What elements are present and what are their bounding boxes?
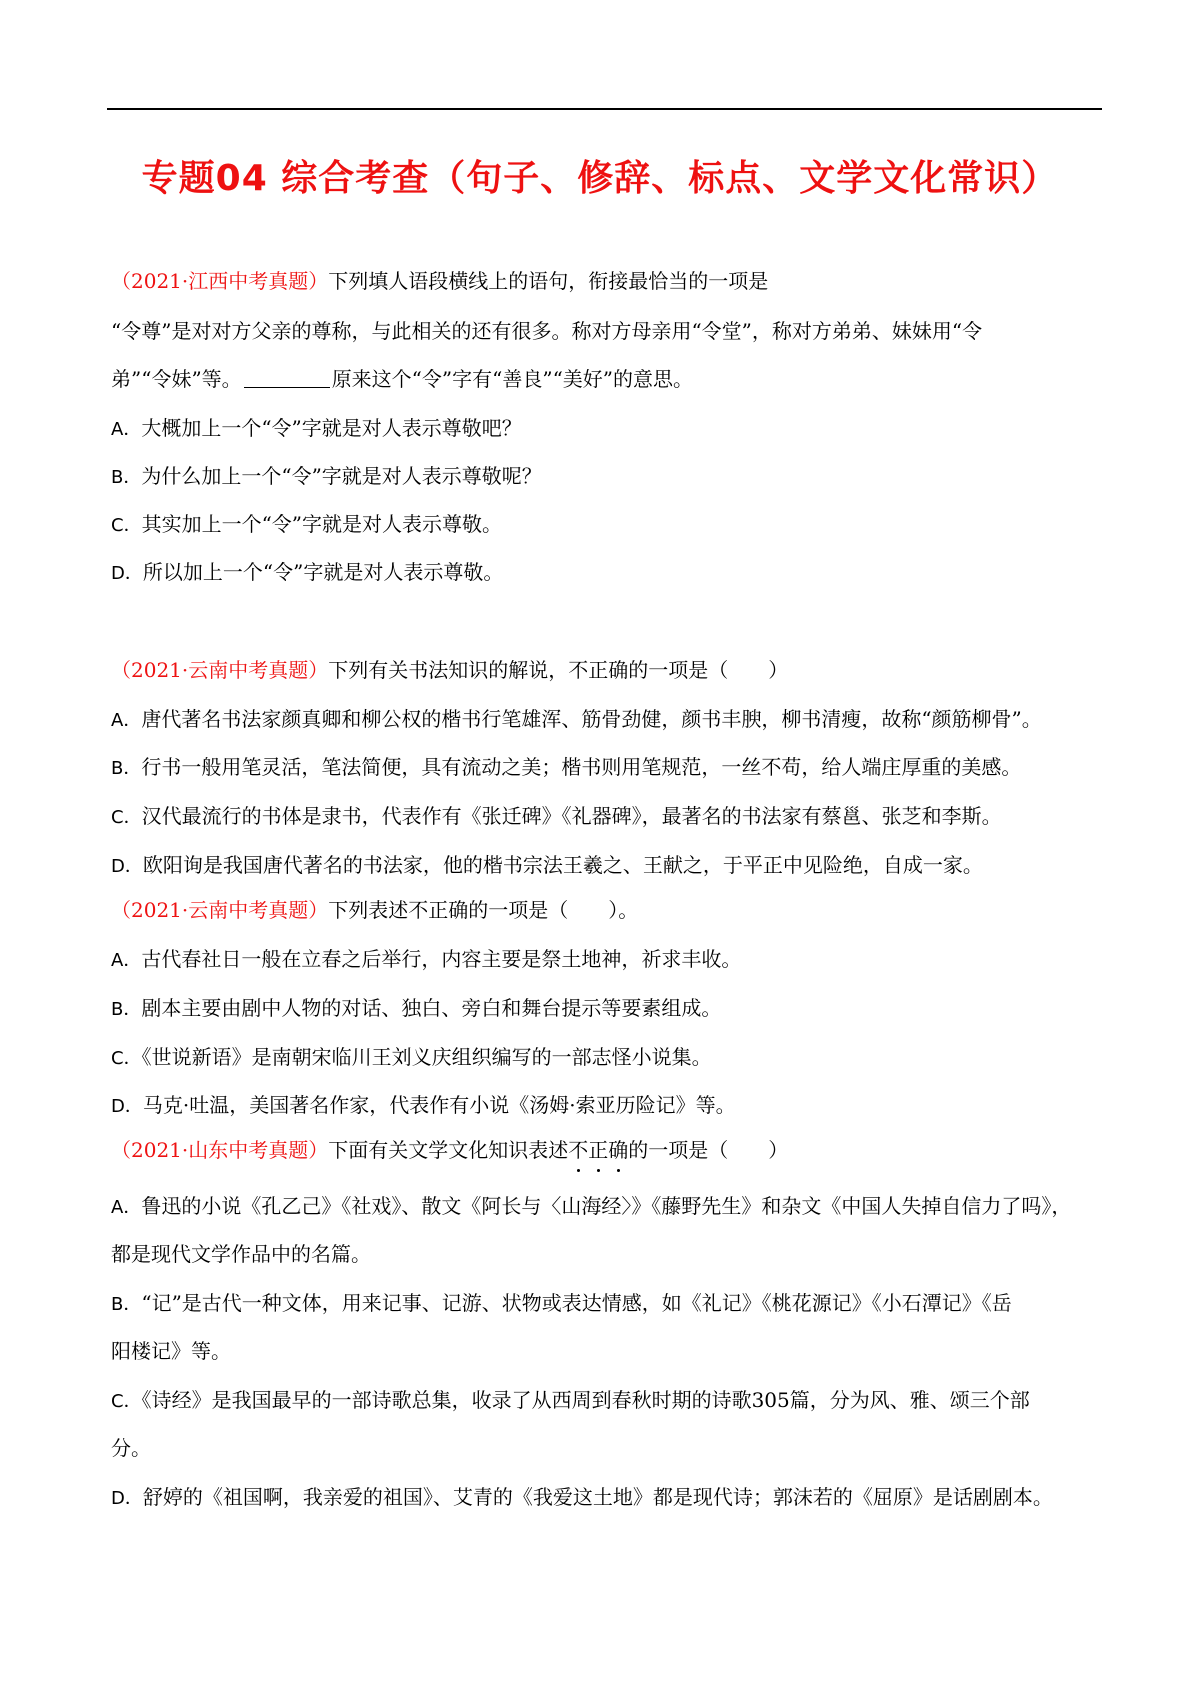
option-label: C． <box>111 807 142 828</box>
q1-passage-line2 <box>111 365 1111 393</box>
q4-option-b <box>111 1289 1111 1319</box>
emphasis-char: 确 <box>608 1138 629 1162</box>
option-label: A． <box>111 419 142 440</box>
option-label: B． <box>111 758 142 779</box>
page-title: 专题04 综合考查（句子、修辞、标点、文学文化常识） <box>141 158 1059 199</box>
option-label: C． <box>111 515 142 536</box>
emphasis-char: 正 <box>588 1138 609 1162</box>
q3-header <box>111 896 1111 924</box>
q4-stem-part: 下面有关文学文化知识表述 <box>328 1138 569 1162</box>
option-label: C． <box>111 1391 142 1412</box>
q2-header <box>111 656 1111 684</box>
option-text: 马克·吐温，美国著名作家，代表作有小说《汤姆·索亚历险记》等。 <box>142 1093 736 1117</box>
q2-option-d <box>111 851 1111 881</box>
option-text: 其实加上一个“令”字就是对人表示尊敬。 <box>141 512 503 536</box>
q1-option-b <box>111 462 1111 492</box>
option-text: 剧本主要由剧中人物的对话、独白、旁白和舞台提示等要素组成。 <box>141 996 722 1020</box>
q4-source: （2021·山东中考真题） <box>111 1138 329 1162</box>
q1-stem: 下列填人语段横线上的语句，衔接最恰当的一项是 <box>328 269 769 293</box>
option-label: A． <box>111 1197 142 1218</box>
option-label: B． <box>111 1294 142 1315</box>
q3-stem: 下列表述不正确的一项是（ ）。 <box>328 898 639 922</box>
q2-option-a <box>111 705 1111 735</box>
q4-option-c <box>111 1386 1111 1416</box>
q1-option-c <box>111 510 1111 540</box>
option-text: “记”是古代一种文体，用来记事、记游、状物或表达情感，如《礼记》《桃花源记》《小石潭记》《岳 <box>141 1291 1012 1315</box>
q1-header <box>111 267 1111 295</box>
option-text: 鲁迅的小说《孔乙己》《社戏》、散文《阿长与〈山海经〉》《藤野先生》和杂文《中国人失掉自信力了吗》， <box>141 1194 1072 1218</box>
q1-passage-part-b: 原来这个“令”字有“善良”“美好”的意思。 <box>331 367 694 391</box>
option-text: 大概加上一个“令”字就是对人表示尊敬吧？ <box>141 416 522 440</box>
q3-option-b <box>111 994 1111 1024</box>
header-rule <box>107 108 1102 110</box>
emphasis-char: 不 <box>568 1138 589 1162</box>
q3-source: （2021·云南中考真题） <box>111 898 329 922</box>
option-text: 汉代最流行的书体是隶书，代表作有《张迁碑》《礼器碑》，最著名的书法家有蔡邕、张芝和李斯。 <box>141 804 1002 828</box>
q3-option-d <box>111 1091 1111 1121</box>
option-text: 行书一般用笔灵活，笔法简便，具有流动之美；楷书则用笔规范，一丝不苟，给人端庄厚重的美感。 <box>141 755 1022 779</box>
option-label: D． <box>111 563 143 584</box>
option-label: A． <box>111 710 142 731</box>
q2-option-c <box>111 802 1111 832</box>
option-text: 舒婷的《祖国啊，我亲爱的祖国》、艾青的《我爱这土地》都是现代诗；郭沫若的《屈原》是话剧剧本。 <box>142 1485 1053 1509</box>
option-text: 《诗经》是我国最早的一部诗歌总集，收录了从西周到春秋时期的诗歌305篇，分为风、雅、颂三个部 <box>141 1388 1030 1412</box>
option-label: A． <box>111 950 142 971</box>
option-text: 古代春社日一般在立春之后举行，内容主要是祭土地神，祈求丰收。 <box>141 947 742 971</box>
q4-option-a-cont: 都是现代文学作品中的名篇。 <box>111 1242 371 1266</box>
q1-option-a <box>111 414 1111 444</box>
q1-passage-line1: “令尊”是对对方父亲的尊称，与此相关的还有很多。称对方母亲用“令堂”，称对方弟弟、妹妹用“令 <box>111 319 983 343</box>
q4-option-d <box>111 1483 1111 1513</box>
q4-option-b-cont: 阳楼记》等。 <box>111 1339 231 1363</box>
q1-source: （2021·江西中考真题） <box>111 269 329 293</box>
q4-option-c-cont: 分。 <box>111 1436 151 1460</box>
fill-blank <box>244 367 330 388</box>
option-text: 《世说新语》是南朝宋临川王刘义庆组织编写的一部志怪小说集。 <box>141 1045 712 1069</box>
q1-passage-part-a: 弟”“令妹”等。 <box>111 367 242 391</box>
q4-stem-part: 的一项是（ ） <box>628 1138 789 1162</box>
q1-option-d <box>111 558 1111 588</box>
option-label: D． <box>111 856 143 877</box>
q3-option-c <box>111 1043 1111 1073</box>
q2-source: （2021·云南中考真题） <box>111 658 329 682</box>
q2-stem: 下列有关书法知识的解说，不正确的一项是（ ） <box>328 658 789 682</box>
q4-option-a <box>111 1192 1111 1222</box>
q2-option-b <box>111 753 1111 783</box>
option-text: 为什么加上一个“令”字就是对人表示尊敬呢？ <box>141 464 542 488</box>
option-label: B． <box>111 467 142 488</box>
q3-option-a <box>111 945 1111 975</box>
option-label: D． <box>111 1488 143 1509</box>
option-label: D． <box>111 1096 143 1117</box>
option-text: 所以加上一个“令”字就是对人表示尊敬。 <box>142 560 504 584</box>
option-label: B． <box>111 999 142 1020</box>
option-label: C． <box>111 1048 142 1069</box>
option-text: 唐代著名书法家颜真卿和柳公权的楷书行笔雄浑、筋骨劲健，颜书丰腴，柳书清瘦，故称“颜筋柳骨”。 <box>141 707 1042 731</box>
option-text: 欧阳询是我国唐代著名的书法家，他的楷书宗法王羲之、王献之，于平正中见险绝，自成一家。 <box>142 853 983 877</box>
q4-header <box>111 1136 1111 1164</box>
